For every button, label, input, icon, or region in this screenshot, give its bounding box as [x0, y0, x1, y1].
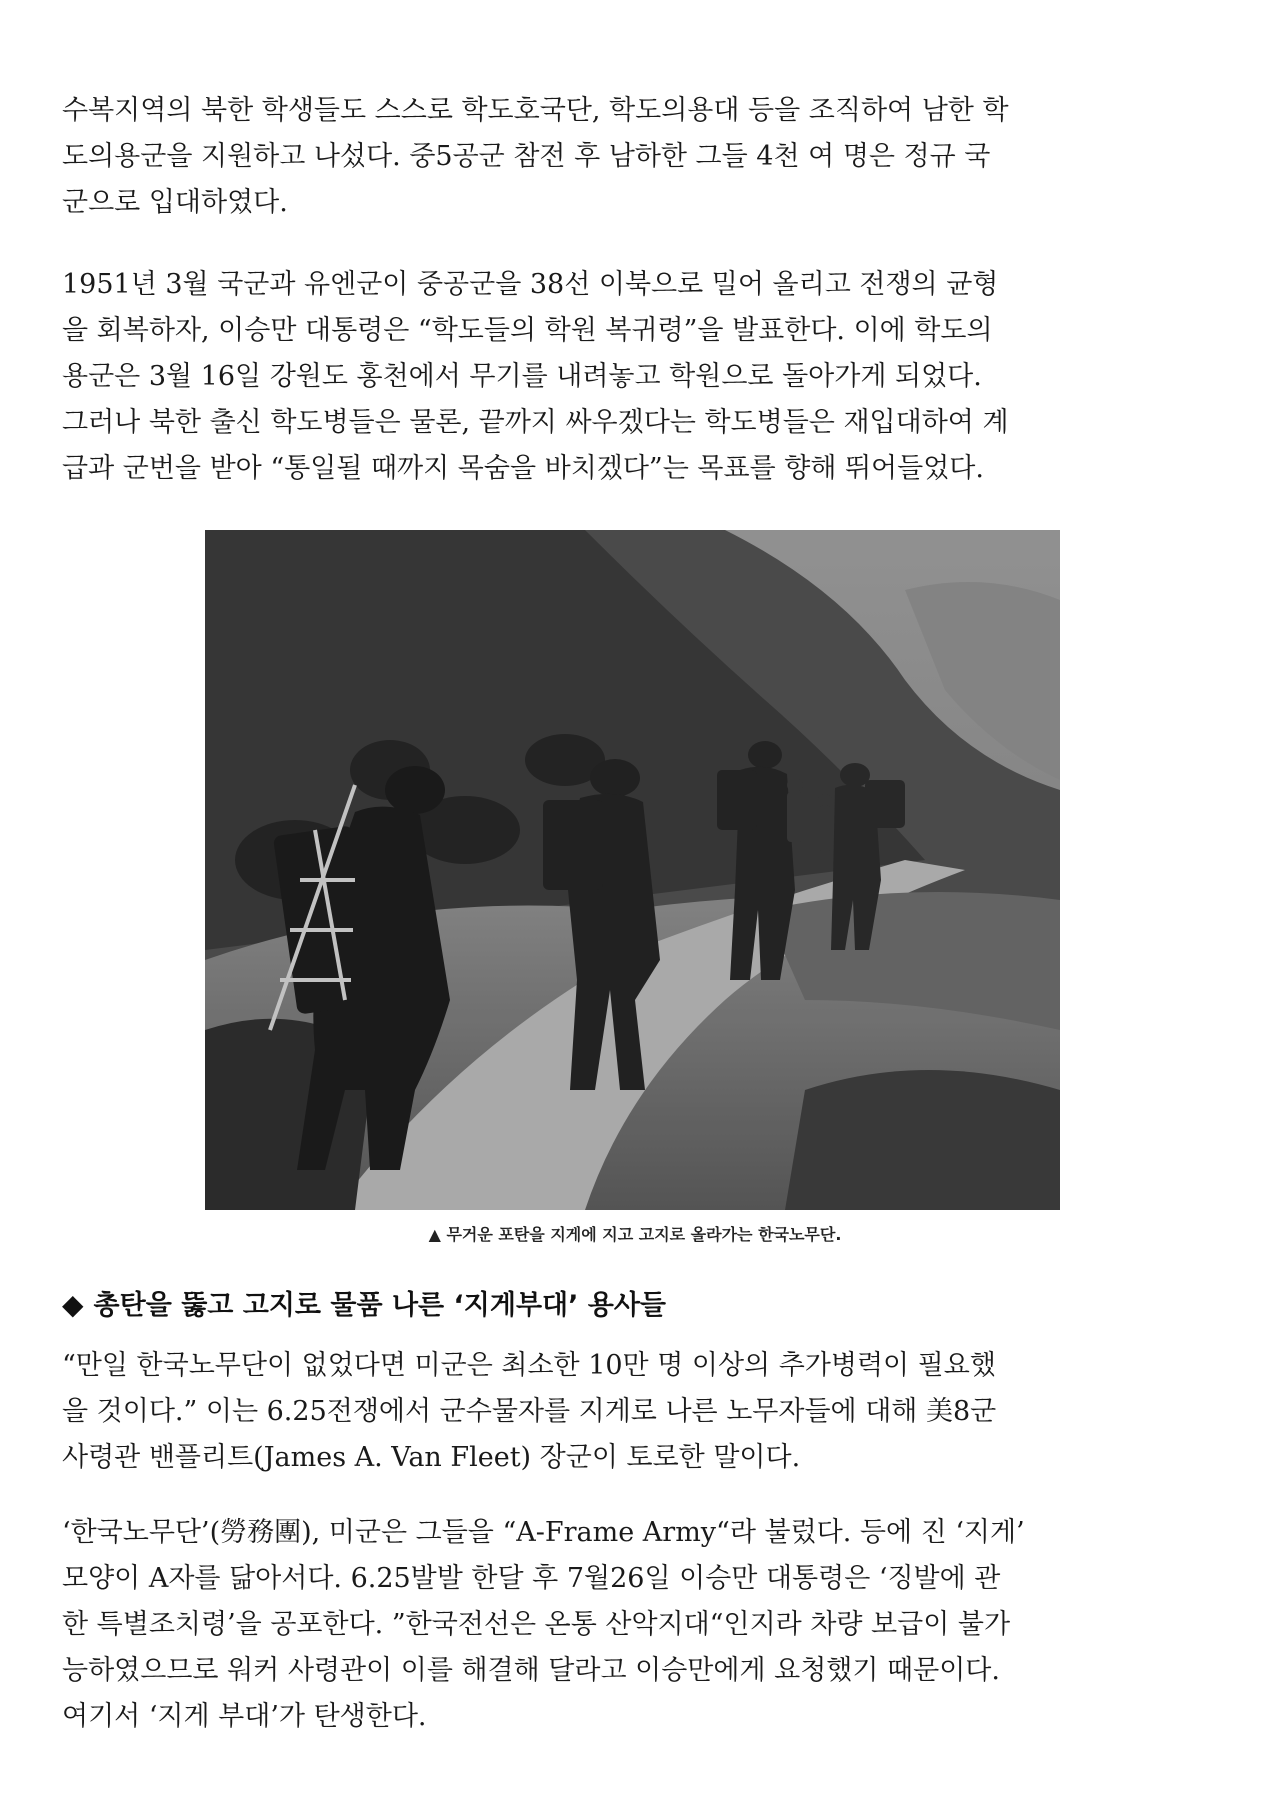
text-line: 수복지역의 북한 학생들도 스스로 학도호국단, 학도의용대 등을 조직하여 남한 학 [62, 95, 1009, 126]
text-line: 용군은 3월 16일 강원도 홍천에서 무기를 내려놓고 학원으로 돌아가게 되었다. [62, 361, 982, 392]
paragraph-4 [62, 1510, 1204, 1740]
text-line: “만일 한국노무단이 없었다면 미군은 최소한 10만 명 이상의 추가병력이 필요했 [62, 1350, 996, 1381]
photo-illustration [205, 530, 1060, 1210]
paragraph-1 [62, 88, 1204, 226]
text-line: ‘한국노무단’(勞務團), 미군은 그들을 “A-Frame Army“라 불렀다. 등에 진 ‘지게’ [62, 1517, 1025, 1548]
text-line: 사령관 밴플리트(James A. Van Fleet) 장군이 토로한 말이다. [62, 1442, 801, 1473]
text-line: 을 것이다.” 이는 6.25전쟁에서 군수물자를 지게로 나른 노무자들에 대해 美8군 [62, 1396, 997, 1427]
text-line: 한 특별조치령’을 공포한다. ”한국전선은 온통 산악지대“인지라 차량 보급이 불가 [62, 1609, 1011, 1640]
text-line: 그러나 북한 출신 학도병들은 물론, 끝까지 싸우겠다는 학도병들은 재입대하여 계 [62, 407, 1009, 438]
section-heading-text: 총탄을 뚫고 고지로 물품 나른 ‘지게부대’ 용사들 [93, 1290, 667, 1321]
text-line: 군으로 입대하였다. [62, 187, 288, 218]
text-line: 능하였으므로 워커 사령관이 이를 해결해 달라고 이승만에게 요청했기 때문이다. [62, 1655, 1000, 1686]
text-line: 모양이 A자를 닮아서다. 6.25발발 한달 후 7월26일 이승만 대통령은 ‘징발에 관 [62, 1563, 1001, 1594]
paragraph-3 [62, 1343, 1204, 1481]
historical-photo [205, 530, 1060, 1210]
text-line: 급과 군번을 받아 “통일될 때까지 목숨을 바치겠다”는 목표를 향해 뛰어들었다. [62, 453, 984, 484]
diamond-bullet-icon: ◆ [62, 1288, 84, 1321]
text-line: 도의용군을 지원하고 나섰다. 중5공군 참전 후 남하한 그들 4천 여 명은 정규 국 [62, 141, 991, 172]
paragraph-2 [62, 262, 1204, 492]
text-line: 여기서 ‘지게 부대’가 탄생한다. [62, 1701, 427, 1732]
photo-caption: ▲ 무거운 포탄을 지게에 지고 고지로 올라가는 한국노무단. [428, 1225, 842, 1244]
text-line: 을 회복하자, 이승만 대통령은 “학도들의 학원 복귀령”을 발표한다. 이에 학도의 [62, 315, 993, 346]
section-heading [62, 1283, 666, 1322]
text-line: 1951년 3월 국군과 유엔군이 중공군을 38선 이북으로 밀어 올리고 전쟁의 균형 [62, 269, 999, 300]
